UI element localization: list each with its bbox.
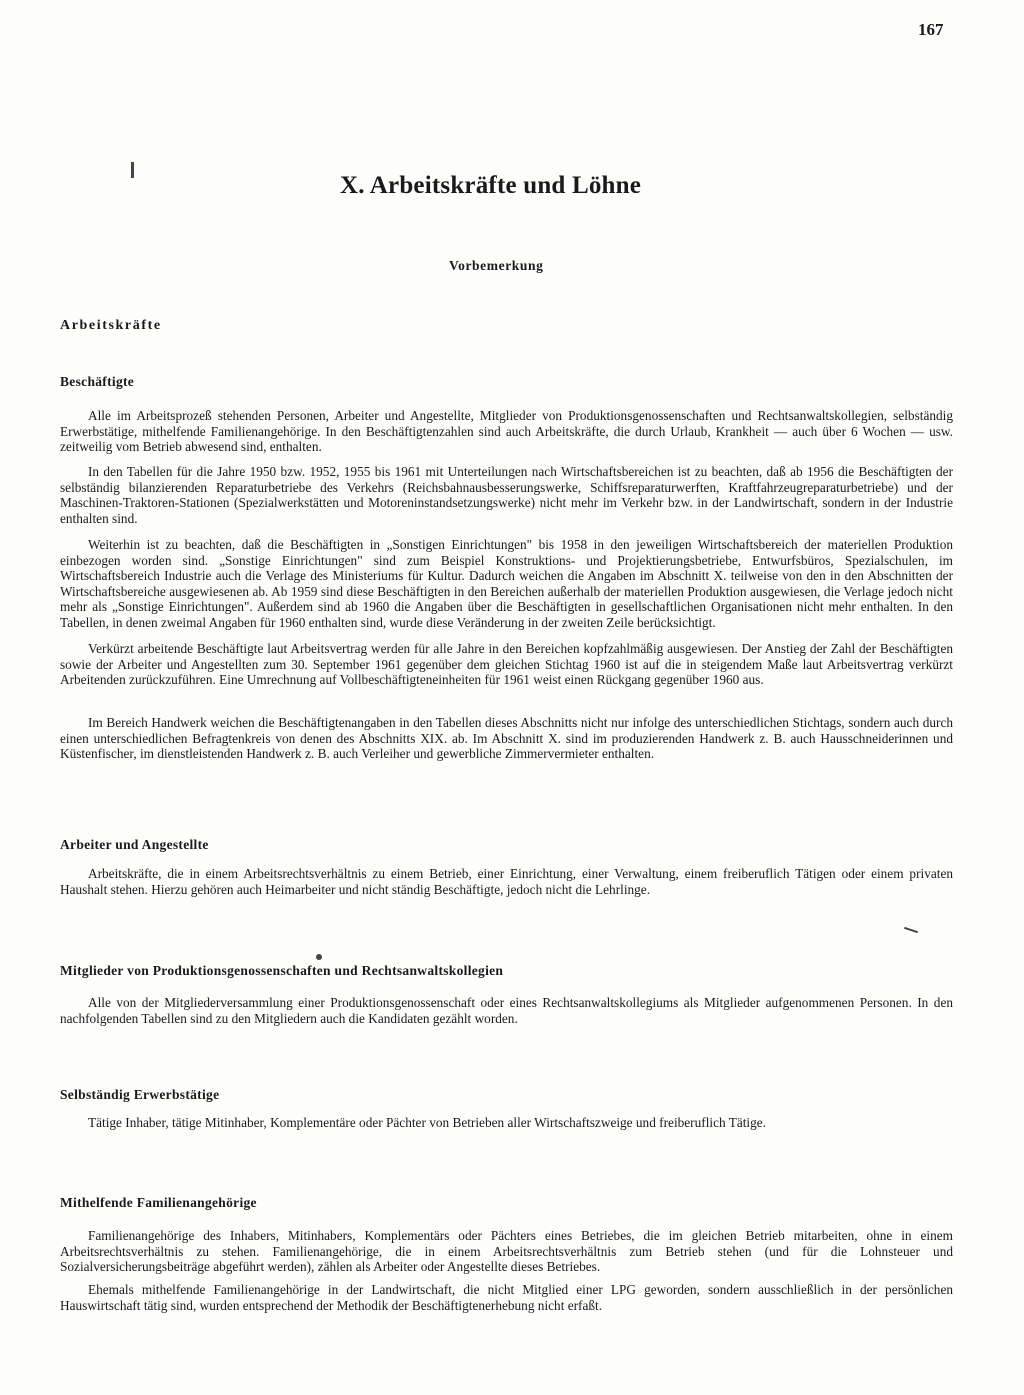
part-heading: Arbeitskräfte (60, 318, 162, 333)
paragraph: Im Bereich Handwerk weichen die Beschäftigtenangaben in den Tabellen dieses Abschnitts nicht nur infolge des unterschiedlichen Stichtags, sondern auch durch einen unterschiedlichen Befragtenkreis von denen des Abschnitts XIX. ab. Im Abschnitt X. sind im produzierenden Handwerk z. B. auch Hausschneiderinnen und Küstenfischer, im dienstleistenden Handwerk z. B. auch Verleiher und gewerbliche Zimmervermieter enthalten. (60, 715, 953, 762)
chapter-title: X. Arbeitskräfte und Löhne (340, 172, 642, 199)
paragraph: Ehemals mithelfende Familienangehörige in der Landwirtschaft, die nicht Mitglied einer LPG geworden, sondern ausschließlich in der persönlichen Hauswirtschaft tätig sind, wurden entsprechend der Methodik der Beschäftigtenerhebung nicht erfaßt. (60, 1282, 953, 1313)
section-heading-mithelfende: Mithelfende Familienangehörige (60, 1195, 257, 1210)
section-heading-beschaeftigte: Beschäftigte (60, 374, 135, 389)
paragraph: Tätige Inhaber, tätige Mitinhaber, Komplementäre oder Pächter von Betrieben aller Wirtschaftszweige und freiberuflich Tätige. (88, 1115, 766, 1130)
section-heading-mitglieder: Mitglieder von Produktionsgenossenschaften und Rechtsanwaltskollegien (60, 963, 504, 978)
paragraph: Arbeitskräfte, die in einem Arbeitsrechtsverhältnis zu einem Betrieb, einer Einrichtung, einer Verwaltung, einem freiberuflich Tätigen oder einem privaten Haushalt stehen. Hierzu gehören auch Heimarbeiter und nicht ständig Beschäftigte, jedoch nicht die Lehrlinge. (60, 866, 953, 897)
paragraph: In den Tabellen für die Jahre 1950 bzw. 1952, 1955 bis 1961 mit Unterteilungen nach Wirtschaftsbereichen ist zu beachten, daß ab 1956 die Beschäftigten der selbständig bilanzierenden Reparaturbetriebe des Verkehrs (Reichsbahnausbesserungswerke, Schiffsreparaturwerften, Kraftfahrzeugreparaturbetriebe) und der Maschinen-Traktoren-Stationen (Spezialwerkstätten und Motoreninstandsetzungswerke) nicht mehr im Verkehr bzw. in der Landwirtschaft, sondern in der Industrie enthalten sind. (60, 464, 953, 526)
paragraph: Alle im Arbeitsprozeß stehenden Personen, Arbeiter und Angestellte, Mitglieder von Produktionsgenossenschaften und Rechtsanwaltskollegien, selbständig Erwerbstätige, mithelfende Familienangehörige. In den Beschäftigtenzahlen sind auch Arbeitskräfte, die durch Urlaub, Krankheit — auch über 6 Wochen — usw. zeitweilig vom Betrieb abwesend sind, enthalten. (60, 408, 953, 455)
scan-mark (316, 954, 322, 960)
paragraph: Weiterhin ist zu beachten, daß die Beschäftigten in „Sonstigen Einrichtungen" bis 1958 in den jeweiligen Wirtschaftsbereich der materiellen Produktion einbezogen worden sind. „Sonstige Einrichtungen" sind zum Beispiel Konstruktions- und Projektierungsbetriebe, Entwurfsbüros, Spezialschulen, im Wirtschaftsbereich Industrie auch die Verlage des Ministeriums für Kultur. Dadurch weichen die Angaben im Abschnitt X. teilweise von den in den Abschnitten der Wirtschaftsbereiche ausgewiesenen ab. Ab 1959 sind diese Beschäftigten in den Bereichen außerhalb der materiellen Produktion ausgewiesen, die Verlage jedoch nicht mehr als „Sonstige Einrichtungen". Außerdem sind ab 1960 die Angaben über die Beschäftigten in gesellschaftlichen Organisationen nicht mehr enthalten. In den Tabellen, in denen zweimal Angaben für 1960 enthalten sind, wurde diese Veränderung in der zweiten Zeile berücksichtigt. (60, 537, 953, 630)
scan-mark (904, 927, 918, 933)
section-heading-selbstaendig: Selbständig Erwerbstätige (60, 1087, 220, 1102)
paragraph: Alle von der Mitgliederversammlung einer Produktionsgenossenschaft oder eines Rechtsanwaltskollegiums als Mitglieder aufgenommenen Personen. In den nachfolgenden Tabellen sind zu den Mitgliedern auch die Kandidaten gezählt worden. (60, 995, 953, 1026)
paragraph: Verkürzt arbeitende Beschäftigte laut Arbeitsvertrag werden für alle Jahre in den Bereichen kopfzahlmäßig ausgewiesen. Der Anstieg der Zahl der Beschäftigten sowie der Arbeiter und Angestellten zum 30. September 1961 gegenüber dem gleichen Stichtag 1960 ist auf die in steigendem Maße laut Arbeitsvertrag verkürzt Arbeitenden zurückzuführen. Eine Umrechnung auf Vollbeschäftigteneinheiten für 1961 weist einen Rückgang gegenüber 1960 aus. (60, 641, 953, 688)
paragraph: Familienangehörige des Inhabers, Mitinhabers, Komplementärs oder Pächters eines Betriebes, die im gleichen Betrieb mitarbeiten, ohne in einem Arbeitsrechtsverhältnis zu stehen. Familienangehörige, die in einem Arbeitsrechtsverhältnis zum Betrieb stehen (und für die Lohnsteuer und Sozialversicherungsbeiträge abgeführt werden), zählen als Arbeiter oder Angestellte dieses Betriebes. (60, 1228, 953, 1275)
page-number: 167 (918, 20, 944, 39)
scan-mark (131, 162, 134, 178)
section-heading-arbeiter-angestellte: Arbeiter und Angestellte (60, 837, 209, 852)
preliminary-heading: Vorbemerkung (449, 258, 544, 273)
